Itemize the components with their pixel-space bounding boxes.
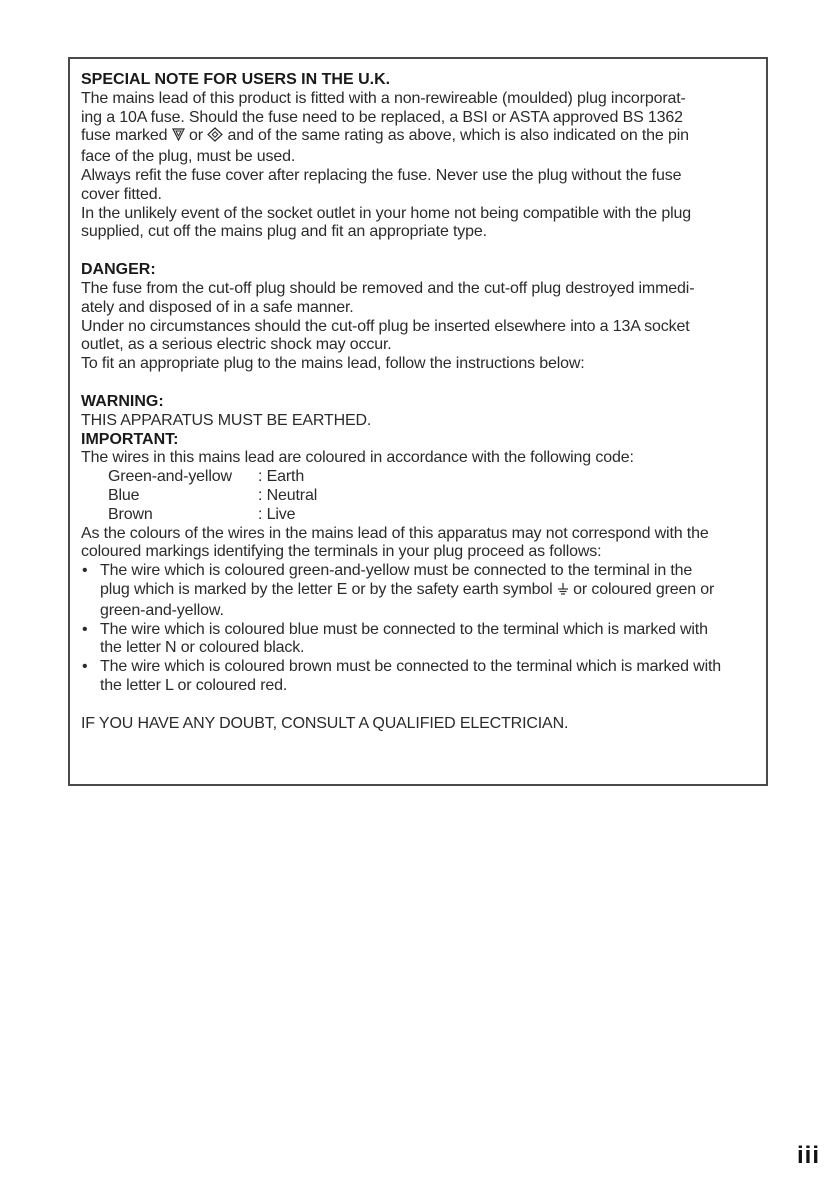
special-note-line: face of the plug, must be used. bbox=[81, 148, 296, 166]
danger-line: To fit an appropriate plug to the mains lead, follow the instructions below: bbox=[81, 355, 585, 373]
bullet-line: The wire which is coloured brown must be connected to the terminal which is marked with bbox=[100, 658, 722, 676]
bullet-text-start: plug which is marked by the letter E or by the safety earth symbol bbox=[100, 580, 553, 598]
wire-meaning: : Neutral bbox=[258, 486, 318, 504]
fuse-rating-text: and of the same rating as above, which is also indicated on the pin bbox=[227, 127, 689, 145]
page-number: iii bbox=[796, 1142, 820, 1169]
important-line: As the colours of the wires in the mains lead of this apparatus may not correspond with the bbox=[81, 524, 709, 542]
wire-color: Green-and-yellow bbox=[108, 468, 232, 486]
earth-symbol-icon bbox=[557, 582, 569, 602]
special-note-line: supplied, cut off the mains plug and fit an appropriate type. bbox=[81, 223, 487, 241]
bullet-dot-icon: • bbox=[82, 658, 88, 676]
bullet-line: green-and-yellow. bbox=[100, 601, 224, 619]
wire-meaning: : Live bbox=[258, 505, 296, 523]
bullet-dot-icon: • bbox=[82, 620, 88, 638]
warning-heading: WARNING: bbox=[81, 392, 164, 410]
important-heading: IMPORTANT: bbox=[81, 430, 179, 448]
wire-meaning: : Earth bbox=[258, 468, 305, 486]
danger-line: ately and disposed of in a safe manner. bbox=[81, 298, 354, 316]
danger-heading: DANGER: bbox=[81, 261, 156, 279]
wire-code-row bbox=[81, 468, 756, 487]
bullet-line: the letter L or coloured red. bbox=[100, 676, 288, 694]
special-note-heading: SPECIAL NOTE FOR USERS IN THE U.K. bbox=[81, 71, 391, 88]
consult-electrician-text: IF YOU HAVE ANY DOUBT, CONSULT A QUALIFIED ELECTRICIAN. bbox=[81, 714, 569, 732]
important-intro: The wires in this mains lead are coloured in accordance with the following code: bbox=[81, 449, 634, 467]
danger-line: outlet, as a serious electric shock may occur. bbox=[81, 336, 392, 354]
special-note-line: Always refit the fuse cover after replacing the fuse. Never use the plug without the fuse bbox=[81, 166, 682, 184]
bullet-line: The wire which is coloured blue must be connected to the terminal which is marked with bbox=[100, 620, 708, 638]
bullet-neutral bbox=[81, 621, 756, 659]
wire-color: Brown bbox=[108, 505, 153, 523]
special-note-line: cover fitted. bbox=[81, 185, 162, 203]
special-note-line: In the unlikely event of the socket outlet in your home not being compatible with the plug bbox=[81, 204, 691, 222]
bullet-line: The wire which is coloured green-and-yellow must be connected to the terminal in the bbox=[100, 562, 693, 580]
fuse-marked-line bbox=[81, 127, 756, 148]
danger-line: The fuse from the cut-off plug should be removed and the cut-off plug destroyed immedi- bbox=[81, 279, 695, 297]
wire-code-row bbox=[81, 487, 756, 506]
fuse-marked-text: fuse marked bbox=[81, 127, 168, 145]
wire-color: Blue bbox=[108, 486, 140, 504]
bullet-text-end: or coloured green or bbox=[573, 580, 715, 598]
uk-notice-box bbox=[68, 57, 768, 786]
bullet-earth bbox=[81, 562, 756, 620]
wire-code-row bbox=[81, 506, 756, 525]
important-line: coloured markings identifying the terminals in your plug proceed as follows: bbox=[81, 543, 602, 561]
bullet-line bbox=[100, 581, 756, 602]
fuse-or-text: or bbox=[188, 127, 203, 145]
asta-mark-icon bbox=[172, 127, 185, 148]
special-note-line: The mains lead of this product is fitted with a non-rewireable (moulded) plug incorporat- bbox=[81, 89, 686, 107]
special-note-line: ing a 10A fuse. Should the fuse need to be replaced, a BSI or ASTA approved BS 1362 bbox=[81, 108, 683, 126]
bullet-line: the letter N or coloured black. bbox=[100, 639, 305, 657]
bullet-live bbox=[81, 658, 756, 696]
bsi-kitemark-icon bbox=[207, 127, 223, 148]
bullet-dot-icon: • bbox=[82, 562, 88, 580]
warning-text: THIS APPARATUS MUST BE EARTHED. bbox=[81, 411, 372, 429]
danger-line: Under no circumstances should the cut-off plug be inserted elsewhere into a 13A socket bbox=[81, 317, 690, 335]
